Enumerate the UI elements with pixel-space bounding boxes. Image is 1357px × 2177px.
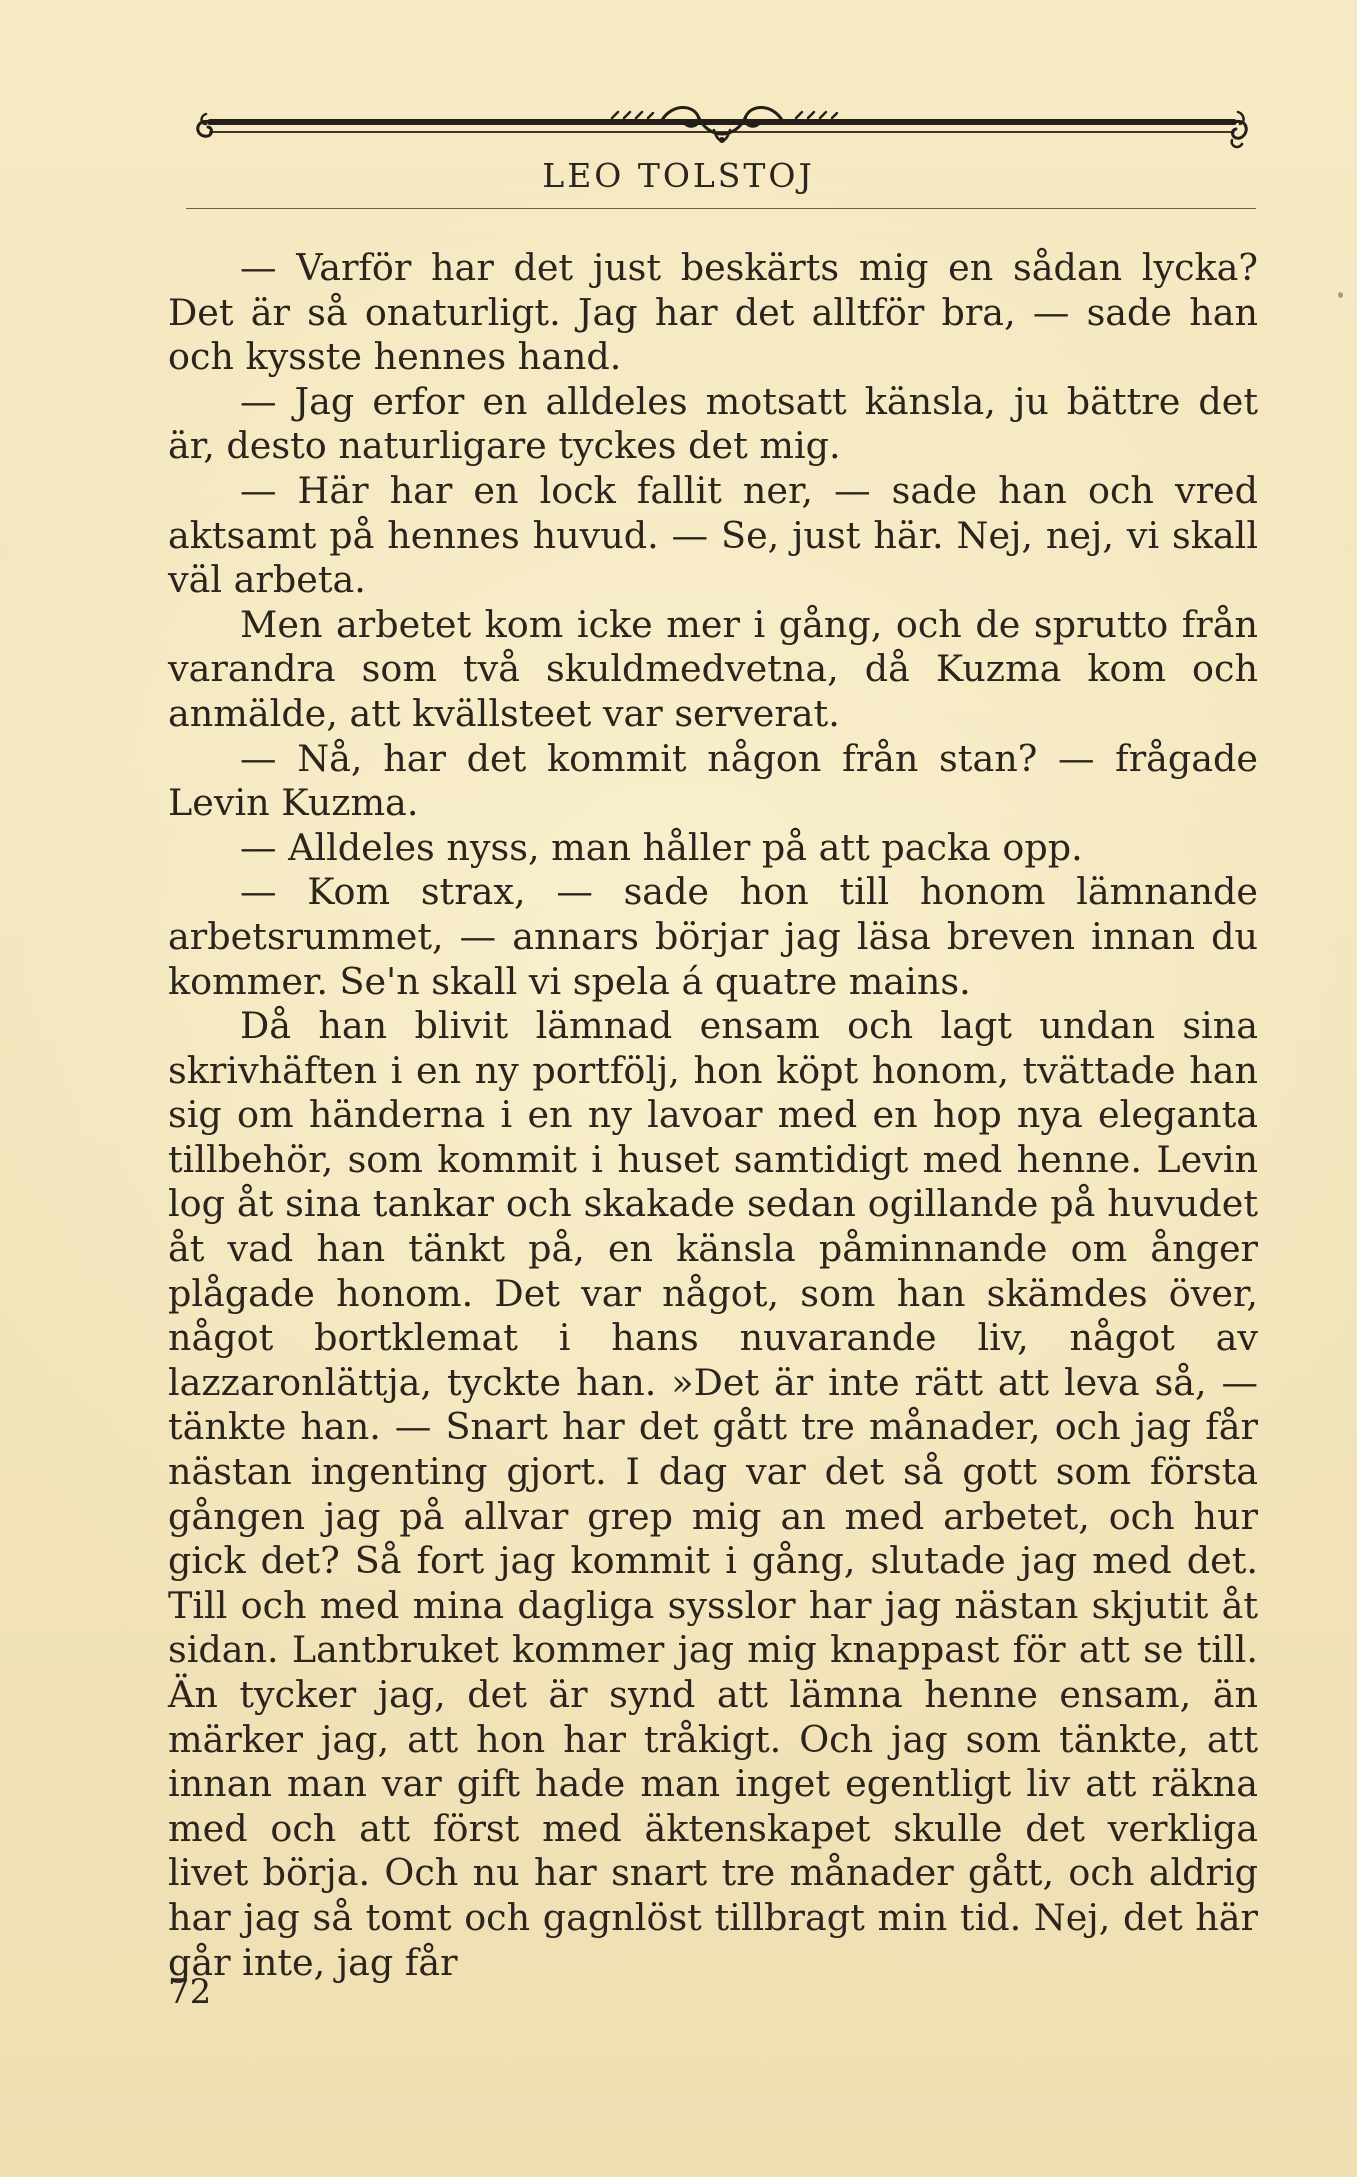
ornament-rule-icon (192, 100, 1252, 160)
paragraph: — Jag erfor en alldeles motsatt känsla, ju bättre det är, desto naturligare tyckes det mig. (168, 379, 1258, 468)
paragraph: — Nå, har det kommit någon från stan? — frågade Levin Kuzma. (168, 736, 1258, 825)
paper-speck (1338, 292, 1343, 298)
paragraph: — Här har en lock fallit ner, — sade han och vred aktsamt på hennes huvud. — Se, just här. Nej, nej, vi skall väl arbeta. (168, 468, 1258, 602)
running-head: LEO TOLSTOJ (542, 156, 815, 195)
paragraph: Men arbetet kom icke mer i gång, och de sprutto från varandra som två skuldmedvetna, då Kuzma kom och anmälde, att kvällsteet var serverat. (168, 602, 1258, 735)
paragraph: — Alldeles nyss, man håller på att packa opp. (240, 825, 1083, 869)
page-number: 72 (168, 1972, 212, 2012)
header-rule (186, 208, 1256, 209)
paragraph: Då han blivit lämnad ensam och lagt undan sina skrivhäften i en ny portfölj, hon köpt honom, tvättade han sig om händerna i en ny lavoar med en hop nya eleganta tillbehör, som kommit i huset samtidigt med henne. Levin log åt sina tankar och skakade sedan ogillande på huvudet åt vad han tänkt på, en känsla påminnande om ånger plågade honom. Det var något, som han skämdes över, något bortklemat i hans nuvarande liv, något av lazzaronlättja, tyckte han. »Det är inte rätt att leva så, — tänkte han. — Snart har det gått tre månader, och jag får nästan ingenting gjort. I dag var det så gott som första gången jag på allvar grep mig an med arbetet, och hur gick det? Så fort jag kommit i gång, slutade jag med det. Till och med mina dagliga sysslor har jag nästan skjutit åt sidan. Lantbruket kommer jag mig knappast för att se till. Än tycker jag, det är synd att lämna henne ensam, än märker jag, att hon har tråkigt. Och jag som tänkte, att innan man var gift hade man inget egentligt liv att räkna med och att först med äktenskapet skulle det verkliga livet börja. Och nu har snart tre månader gått, och aldrig har jag så tomt och gagnlöst tillbragt min tid. Nej, det här går inte, jag får (168, 1004, 1258, 1984)
paragraph: — Kom strax, — sade hon till honom lämnande arbetsrummet, — annars börjar jag läsa breven innan du kommer. Se'n skall vi spela á quatre mains. (168, 870, 1258, 1003)
paragraph: — Varför har det just beskärts mig en sådan lycka? Det är så onaturligt. Jag har det alltför bra, — sade han och kysste hennes hand. (168, 246, 1258, 379)
body-text (168, 246, 1258, 1985)
